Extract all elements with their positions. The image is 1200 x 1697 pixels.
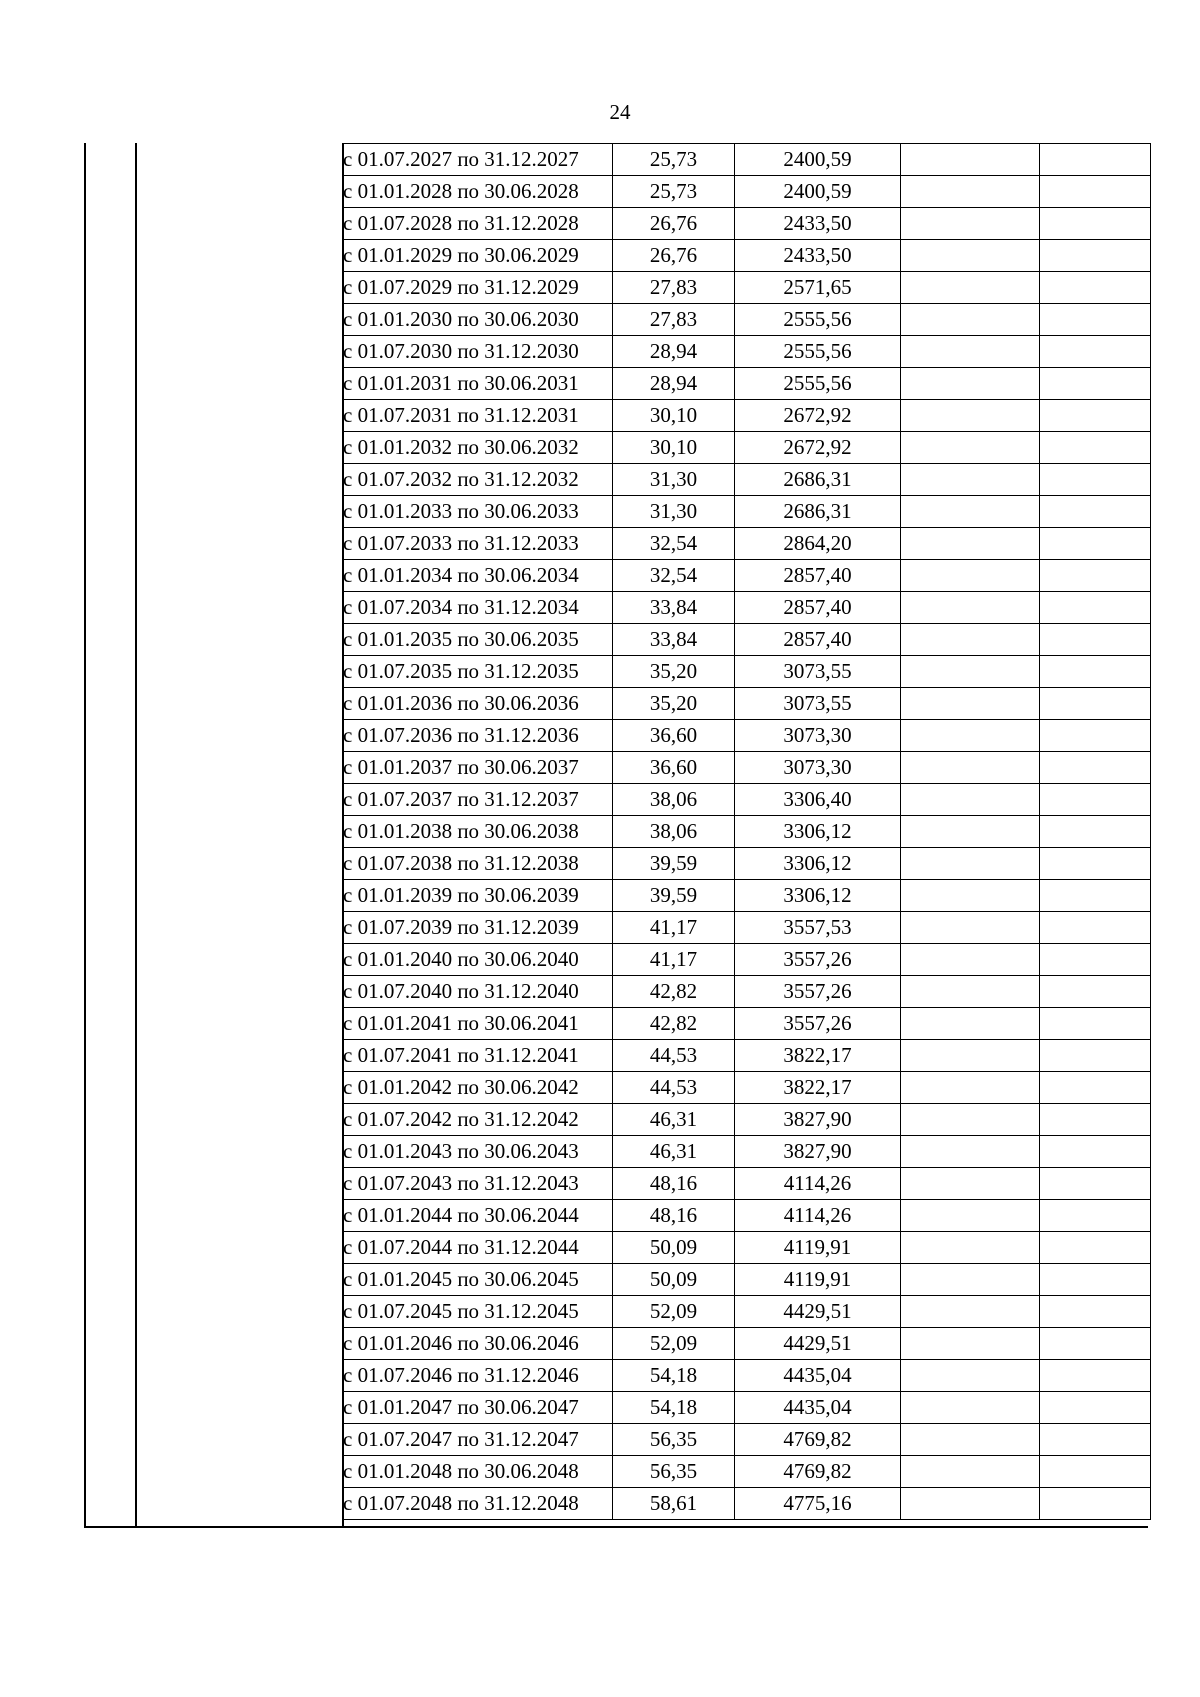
empty-cell: [901, 592, 1040, 624]
tariff-cell: 4114,26: [735, 1200, 901, 1232]
period-cell: с 01.01.2047 по 30.06.2047: [343, 1392, 613, 1424]
table-row: [343, 208, 1151, 240]
rate-cell: 27,83: [613, 304, 735, 336]
table-row: [343, 1296, 1151, 1328]
empty-cell: [901, 1264, 1040, 1296]
empty-cell: [901, 368, 1040, 400]
rate-cell: 26,76: [613, 240, 735, 272]
rate-cell: 38,06: [613, 784, 735, 816]
tariff-cell: 4114,26: [735, 1168, 901, 1200]
empty-cell: [1040, 752, 1151, 784]
period-cell: с 01.07.2033 по 31.12.2033: [343, 528, 613, 560]
empty-cell: [901, 656, 1040, 688]
tariff-cell: 3306,40: [735, 784, 901, 816]
period-cell: с 01.07.2048 по 31.12.2048: [343, 1488, 613, 1520]
period-cell: с 01.01.2036 по 30.06.2036: [343, 688, 613, 720]
table-row: [343, 752, 1151, 784]
period-cell: с 01.01.2037 по 30.06.2037: [343, 752, 613, 784]
period-cell: с 01.01.2040 по 30.06.2040: [343, 944, 613, 976]
empty-cell: [901, 144, 1040, 176]
period-cell: с 01.07.2042 по 31.12.2042: [343, 1104, 613, 1136]
empty-cell: [901, 1232, 1040, 1264]
table-row: [343, 1072, 1151, 1104]
empty-cell: [1040, 1072, 1151, 1104]
empty-cell: [1040, 240, 1151, 272]
empty-cell: [901, 1168, 1040, 1200]
empty-cell: [901, 912, 1040, 944]
table-row: [343, 1360, 1151, 1392]
table-row: [343, 144, 1151, 176]
empty-cell: [901, 272, 1040, 304]
period-cell: с 01.01.2046 по 30.06.2046: [343, 1328, 613, 1360]
table-row: [343, 1104, 1151, 1136]
rate-cell: 39,59: [613, 848, 735, 880]
tariff-cell: 3073,55: [735, 688, 901, 720]
period-cell: с 01.07.2039 по 31.12.2039: [343, 912, 613, 944]
rate-cell: 26,76: [613, 208, 735, 240]
empty-cell: [1040, 944, 1151, 976]
empty-cell: [901, 1296, 1040, 1328]
table-row: [343, 1488, 1151, 1520]
rate-cell: 41,17: [613, 912, 735, 944]
period-cell: с 01.01.2042 по 30.06.2042: [343, 1072, 613, 1104]
empty-cell: [901, 1488, 1040, 1520]
empty-cell: [901, 1456, 1040, 1488]
period-cell: с 01.01.2031 по 30.06.2031: [343, 368, 613, 400]
empty-cell: [901, 752, 1040, 784]
empty-cell: [901, 336, 1040, 368]
tariff-cell: 4119,91: [735, 1264, 901, 1296]
rate-cell: 39,59: [613, 880, 735, 912]
tariff-cell: 3557,26: [735, 1008, 901, 1040]
table-row: [343, 528, 1151, 560]
table-row: [343, 1424, 1151, 1456]
period-cell: с 01.01.2041 по 30.06.2041: [343, 1008, 613, 1040]
tariff-cell: 3827,90: [735, 1136, 901, 1168]
tariff-cell: 4429,51: [735, 1328, 901, 1360]
empty-cell: [901, 976, 1040, 1008]
period-cell: с 01.07.2040 по 31.12.2040: [343, 976, 613, 1008]
empty-cell: [1040, 1136, 1151, 1168]
table-row: [343, 784, 1151, 816]
table-row: [343, 176, 1151, 208]
table-row: [343, 400, 1151, 432]
table-row: [343, 368, 1151, 400]
empty-cell: [901, 1200, 1040, 1232]
table-row: [343, 1232, 1151, 1264]
table-row: [343, 1008, 1151, 1040]
period-cell: с 01.07.2044 по 31.12.2044: [343, 1232, 613, 1264]
period-cell: с 01.07.2037 по 31.12.2037: [343, 784, 613, 816]
tariff-cell: 3557,53: [735, 912, 901, 944]
tariff-cell: 3306,12: [735, 848, 901, 880]
table-row: [343, 912, 1151, 944]
rate-cell: 25,73: [613, 176, 735, 208]
period-cell: с 01.07.2045 по 31.12.2045: [343, 1296, 613, 1328]
empty-cell: [901, 1104, 1040, 1136]
empty-cell: [901, 848, 1040, 880]
empty-cell: [901, 432, 1040, 464]
table-row: [343, 336, 1151, 368]
tariff-cell: 2433,50: [735, 208, 901, 240]
rate-cell: 28,94: [613, 368, 735, 400]
tariff-cell: 4435,04: [735, 1392, 901, 1424]
tariff-cell: 2857,40: [735, 624, 901, 656]
page-number: 24: [609, 100, 631, 124]
rate-cell: 36,60: [613, 720, 735, 752]
rate-cell: 35,20: [613, 656, 735, 688]
table-row: [343, 1200, 1151, 1232]
empty-cell: [1040, 1008, 1151, 1040]
empty-cell: [1040, 1392, 1151, 1424]
empty-cell: [901, 1360, 1040, 1392]
period-cell: с 01.01.2029 по 30.06.2029: [343, 240, 613, 272]
table-row: [343, 560, 1151, 592]
rate-cell: 48,16: [613, 1168, 735, 1200]
empty-cell: [1040, 720, 1151, 752]
table-row: [343, 240, 1151, 272]
rate-cell: 52,09: [613, 1296, 735, 1328]
empty-cell: [901, 1392, 1040, 1424]
empty-cell: [1040, 848, 1151, 880]
period-cell: с 01.01.2035 по 30.06.2035: [343, 624, 613, 656]
tariff-cell: 2400,59: [735, 176, 901, 208]
empty-cell: [1040, 176, 1151, 208]
empty-cell: [1040, 528, 1151, 560]
empty-cell: [1040, 1040, 1151, 1072]
tariff-cell: 2433,50: [735, 240, 901, 272]
rate-cell: 56,35: [613, 1456, 735, 1488]
table-row: [343, 816, 1151, 848]
rate-cell: 31,30: [613, 464, 735, 496]
tariff-cell: 4119,91: [735, 1232, 901, 1264]
rate-cell: 50,09: [613, 1232, 735, 1264]
period-cell: с 01.01.2030 по 30.06.2030: [343, 304, 613, 336]
tariff-cell: 3557,26: [735, 944, 901, 976]
rate-cell: 33,84: [613, 592, 735, 624]
table-row: [343, 880, 1151, 912]
empty-cell: [901, 784, 1040, 816]
empty-cell: [901, 688, 1040, 720]
period-cell: с 01.07.2029 по 31.12.2029: [343, 272, 613, 304]
empty-cell: [1040, 464, 1151, 496]
tariff-cell: 2555,56: [735, 368, 901, 400]
tariff-cell: 3073,30: [735, 752, 901, 784]
tariff-cell: 4769,82: [735, 1456, 901, 1488]
rate-cell: 44,53: [613, 1040, 735, 1072]
tariff-cell: 4769,82: [735, 1424, 901, 1456]
table-row: [343, 272, 1151, 304]
empty-cell: [1040, 816, 1151, 848]
rate-cell: 38,06: [613, 816, 735, 848]
period-cell: с 01.01.2028 по 30.06.2028: [343, 176, 613, 208]
tariff-cell: 3822,17: [735, 1040, 901, 1072]
tariff-cell: 3073,55: [735, 656, 901, 688]
empty-cell: [1040, 1424, 1151, 1456]
empty-cell: [901, 624, 1040, 656]
empty-cell: [1040, 1168, 1151, 1200]
tariff-cell: 2400,59: [735, 144, 901, 176]
rate-cell: 25,73: [613, 144, 735, 176]
empty-cell: [901, 880, 1040, 912]
empty-cell: [1040, 688, 1151, 720]
empty-cell: [1040, 1104, 1151, 1136]
period-cell: с 01.07.2047 по 31.12.2047: [343, 1424, 613, 1456]
tariff-cell: 2686,31: [735, 464, 901, 496]
empty-cell: [901, 720, 1040, 752]
empty-cell: [901, 400, 1040, 432]
empty-cell: [901, 1072, 1040, 1104]
period-cell: с 01.01.2038 по 30.06.2038: [343, 816, 613, 848]
tariff-cell: 4435,04: [735, 1360, 901, 1392]
rate-cell: 48,16: [613, 1200, 735, 1232]
empty-cell: [1040, 1232, 1151, 1264]
rate-cell: 30,10: [613, 400, 735, 432]
empty-cell: [1040, 1296, 1151, 1328]
period-cell: с 01.01.2033 по 30.06.2033: [343, 496, 613, 528]
table-row: [343, 1168, 1151, 1200]
period-cell: с 01.07.2046 по 31.12.2046: [343, 1360, 613, 1392]
tariff-cell: 3557,26: [735, 976, 901, 1008]
period-cell: с 01.01.2045 по 30.06.2045: [343, 1264, 613, 1296]
empty-cell: [1040, 1488, 1151, 1520]
period-cell: с 01.07.2031 по 31.12.2031: [343, 400, 613, 432]
rate-cell: 42,82: [613, 976, 735, 1008]
empty-cell: [901, 1040, 1040, 1072]
rate-cell: 56,35: [613, 1424, 735, 1456]
table-row: [343, 432, 1151, 464]
empty-cell: [901, 816, 1040, 848]
empty-cell: [901, 1008, 1040, 1040]
period-cell: с 01.07.2034 по 31.12.2034: [343, 592, 613, 624]
empty-cell: [1040, 1264, 1151, 1296]
rate-cell: 50,09: [613, 1264, 735, 1296]
period-cell: с 01.01.2043 по 30.06.2043: [343, 1136, 613, 1168]
empty-cell: [1040, 560, 1151, 592]
tariff-cell: 3306,12: [735, 880, 901, 912]
period-cell: с 01.07.2028 по 31.12.2028: [343, 208, 613, 240]
table-row: [343, 1392, 1151, 1424]
table-row: [343, 1264, 1151, 1296]
table-row: [343, 464, 1151, 496]
tariff-table-body: [343, 144, 1151, 1520]
rate-cell: 35,20: [613, 688, 735, 720]
table-row: [343, 688, 1151, 720]
rate-cell: 54,18: [613, 1360, 735, 1392]
rate-cell: 30,10: [613, 432, 735, 464]
tariff-cell: 3827,90: [735, 1104, 901, 1136]
tariff-cell: 3073,30: [735, 720, 901, 752]
table-row: [343, 1328, 1151, 1360]
tariff-cell: 2864,20: [735, 528, 901, 560]
rate-cell: 58,61: [613, 1488, 735, 1520]
empty-cell: [1040, 1360, 1151, 1392]
table-row: [343, 656, 1151, 688]
rate-cell: 46,31: [613, 1136, 735, 1168]
tariff-cell: 2555,56: [735, 336, 901, 368]
tariff-table: [342, 143, 1151, 1520]
period-cell: с 01.07.2027 по 31.12.2027: [343, 144, 613, 176]
table-row: [343, 720, 1151, 752]
rate-cell: 36,60: [613, 752, 735, 784]
tariff-cell: 2672,92: [735, 432, 901, 464]
empty-cell: [1040, 368, 1151, 400]
period-cell: с 01.07.2030 по 31.12.2030: [343, 336, 613, 368]
period-cell: с 01.07.2041 по 31.12.2041: [343, 1040, 613, 1072]
table-row: [343, 304, 1151, 336]
rate-cell: 41,17: [613, 944, 735, 976]
empty-cell: [901, 208, 1040, 240]
rate-cell: 52,09: [613, 1328, 735, 1360]
tariff-cell: 4429,51: [735, 1296, 901, 1328]
period-cell: с 01.01.2048 по 30.06.2048: [343, 1456, 613, 1488]
empty-cell: [1040, 624, 1151, 656]
empty-cell: [1040, 976, 1151, 1008]
tariff-cell: 2857,40: [735, 560, 901, 592]
rate-cell: 32,54: [613, 560, 735, 592]
period-cell: с 01.07.2038 по 31.12.2038: [343, 848, 613, 880]
empty-cell: [901, 1424, 1040, 1456]
column-divider-line: [135, 143, 137, 1526]
table-row: [343, 848, 1151, 880]
table-row: [343, 944, 1151, 976]
period-cell: с 01.07.2032 по 31.12.2032: [343, 464, 613, 496]
empty-cell: [901, 240, 1040, 272]
empty-cell: [1040, 592, 1151, 624]
table-row: [343, 496, 1151, 528]
table-row: [343, 592, 1151, 624]
period-cell: с 01.01.2034 по 30.06.2034: [343, 560, 613, 592]
empty-cell: [901, 1328, 1040, 1360]
period-cell: с 01.07.2043 по 31.12.2043: [343, 1168, 613, 1200]
table-row: [343, 1456, 1151, 1488]
empty-cell: [1040, 272, 1151, 304]
tariff-cell: 2555,56: [735, 304, 901, 336]
period-cell: с 01.01.2032 по 30.06.2032: [343, 432, 613, 464]
tariff-cell: 2686,31: [735, 496, 901, 528]
empty-cell: [1040, 1456, 1151, 1488]
empty-cell: [1040, 912, 1151, 944]
empty-cell: [1040, 144, 1151, 176]
empty-cell: [1040, 400, 1151, 432]
empty-cell: [1040, 1200, 1151, 1232]
empty-cell: [1040, 656, 1151, 688]
rate-cell: 32,54: [613, 528, 735, 560]
table-row: [343, 1040, 1151, 1072]
tariff-cell: 3822,17: [735, 1072, 901, 1104]
empty-cell: [901, 528, 1040, 560]
tariff-cell: 2672,92: [735, 400, 901, 432]
empty-cell: [1040, 496, 1151, 528]
empty-cell: [901, 944, 1040, 976]
rate-cell: 42,82: [613, 1008, 735, 1040]
empty-cell: [1040, 880, 1151, 912]
period-cell: с 01.07.2035 по 31.12.2035: [343, 656, 613, 688]
tariff-cell: 3306,12: [735, 816, 901, 848]
rate-cell: 54,18: [613, 1392, 735, 1424]
empty-cell: [901, 464, 1040, 496]
empty-cell: [901, 560, 1040, 592]
empty-cell: [901, 176, 1040, 208]
rate-cell: 33,84: [613, 624, 735, 656]
period-cell: с 01.01.2044 по 30.06.2044: [343, 1200, 613, 1232]
table-row: [343, 976, 1151, 1008]
empty-cell: [1040, 208, 1151, 240]
left-border-line: [84, 143, 86, 1526]
empty-cell: [1040, 304, 1151, 336]
tariff-cell: 2857,40: [735, 592, 901, 624]
table-row: [343, 624, 1151, 656]
empty-cell: [901, 1136, 1040, 1168]
empty-cell: [1040, 432, 1151, 464]
empty-cell: [1040, 336, 1151, 368]
table-row: [343, 1136, 1151, 1168]
tariff-cell: 2571,65: [735, 272, 901, 304]
rate-cell: 27,83: [613, 272, 735, 304]
rate-cell: 46,31: [613, 1104, 735, 1136]
rate-cell: 44,53: [613, 1072, 735, 1104]
rate-cell: 31,30: [613, 496, 735, 528]
rate-cell: 28,94: [613, 336, 735, 368]
empty-cell: [1040, 784, 1151, 816]
period-cell: с 01.07.2036 по 31.12.2036: [343, 720, 613, 752]
period-cell: с 01.01.2039 по 30.06.2039: [343, 880, 613, 912]
empty-cell: [901, 496, 1040, 528]
tariff-cell: 4775,16: [735, 1488, 901, 1520]
empty-cell: [1040, 1328, 1151, 1360]
empty-cell: [901, 304, 1040, 336]
